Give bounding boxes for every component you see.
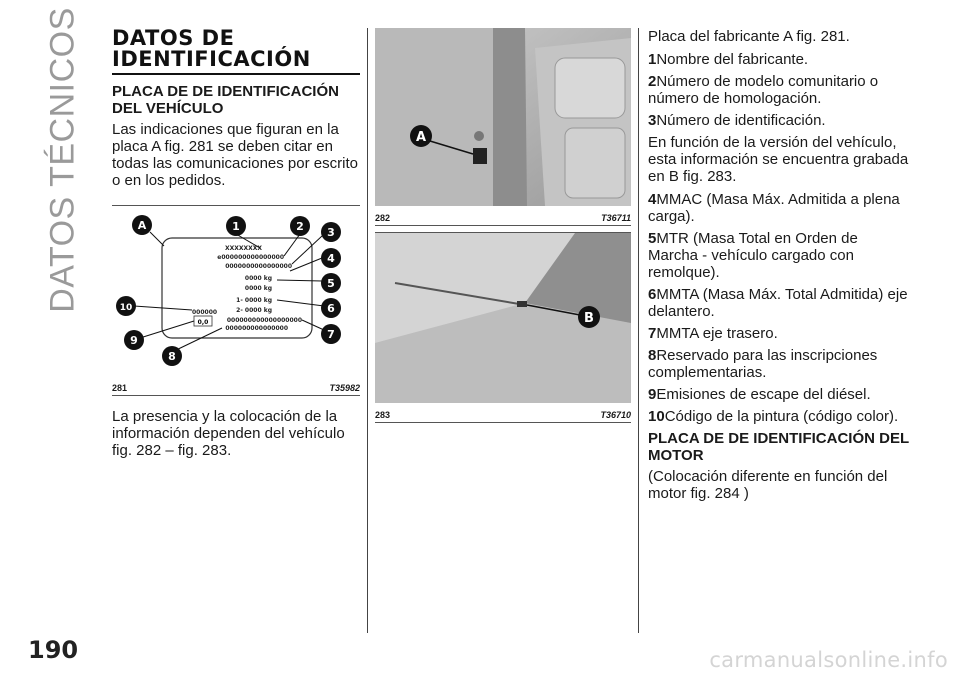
heading-rule [112, 73, 360, 75]
list-item [648, 286, 910, 320]
plate-line: XXXXXXXX [224, 245, 262, 252]
figure-281 [112, 205, 360, 396]
list-item [648, 112, 910, 129]
item-number: 5 [648, 230, 657, 247]
item-number: 2 [648, 73, 657, 90]
item-text: Emisiones de escape del diésel. [656, 386, 871, 403]
figure-282 [375, 28, 631, 226]
item-text: Reservado para las inscripciones complementarias. [648, 347, 878, 381]
plate-small-code: 000000 [192, 309, 218, 316]
side-tab-label: DATOS TÉCNICOS [43, 7, 82, 313]
item-text: MMTA (Masa Máx. Total Admitida) eje delantero. [648, 286, 908, 320]
section-heading: DATOS DE IDENTIFICACIÓN [112, 26, 311, 71]
plate-smoke-value: 0,0 [197, 319, 209, 326]
item-text: MMTA eje trasero. [656, 325, 778, 342]
list-item [648, 230, 910, 281]
subheading-vehicle-plate: PLACA DE DE IDENTIFICACIÓN DEL VEHÍCULO [112, 83, 339, 117]
door-photo [375, 28, 631, 206]
list-item [648, 51, 910, 68]
figure-number: 283 [375, 410, 391, 420]
figure-code: T36711 [601, 213, 631, 223]
figure-code: T36710 [600, 410, 631, 420]
item-number: 8 [648, 347, 657, 364]
item-number: 6 [648, 286, 657, 303]
callout-label: 5 [327, 277, 335, 290]
callout-label: A [415, 130, 427, 145]
item-number: 7 [648, 325, 657, 342]
figure-283 [375, 232, 631, 423]
figure-caption [112, 381, 360, 395]
callout-label: A [137, 219, 147, 232]
section-side-tab [38, 7, 88, 313]
windshield-photo [375, 233, 631, 403]
plate-line: 000000000000000000 [226, 317, 302, 324]
callout-label: 1 [232, 220, 240, 233]
column-divider [638, 28, 639, 633]
item-number: 4 [648, 191, 657, 208]
figure-caption [375, 211, 631, 225]
figure-code: T35982 [329, 383, 360, 393]
callout-label: B [584, 311, 594, 326]
callout-label: 9 [130, 334, 138, 347]
callout-label: 2 [296, 220, 304, 233]
item-text: Número de identificación. [656, 112, 826, 129]
list-item [648, 191, 910, 225]
figure-number: 282 [375, 213, 391, 223]
item-number: 9 [648, 386, 657, 403]
column-middle [375, 28, 631, 423]
paragraph-intro: Placa del fabricante A fig. 281. [648, 28, 850, 45]
list-item [648, 73, 910, 107]
item-text: MTR (Masa Total en Orden de Marcha - vehículo cargado con remolque). [648, 230, 858, 281]
figure-number: 281 [112, 383, 128, 393]
item-number: 1 [648, 51, 657, 68]
paragraph-version: En función de la versión del vehículo, esta información se encuentra grabada en B fig. 283. [648, 134, 909, 185]
plate-line: 2- 0000 kg [236, 307, 272, 314]
paragraph-plate-info: Las indicaciones que figuran en la placa A fig. 281 se deben citar en todas las comunicaciones por escrito o en los pedidos. [112, 121, 358, 189]
list-item [648, 325, 910, 342]
item-text: MMAC (Masa Máx. Admitida a plena carga). [648, 191, 900, 225]
callout-label: 10 [119, 303, 133, 313]
plate-line: 000000000000000 [225, 325, 288, 332]
plate-location [473, 148, 487, 164]
figure-caption [375, 408, 631, 422]
list-item [648, 408, 910, 425]
plate-illustration [112, 206, 360, 376]
page-number: 190 [28, 636, 79, 664]
plate-line: e000000000000000 [217, 254, 284, 261]
callout-label: 4 [327, 252, 335, 265]
plate-line: 1- 0000 kg [236, 297, 272, 304]
item-text: Nombre del fabricante. [656, 51, 809, 68]
item-text: Código de la pintura (código color). [664, 408, 899, 425]
callout-label: 7 [327, 328, 335, 341]
item-number: 3 [648, 112, 657, 129]
engraving-location [517, 301, 527, 307]
plate-line: 0000 kg [244, 275, 272, 282]
list-item [648, 347, 910, 381]
column-right [648, 28, 910, 508]
paragraph-engine-location: (Colocación diferente en función del motor fig. 284 ) [648, 468, 888, 502]
item-number: 10 [648, 408, 665, 425]
column-left [112, 28, 360, 465]
list-item [648, 386, 910, 403]
callout-label: 6 [327, 302, 335, 315]
paragraph-presence: La presencia y la colocación de la información dependen del vehículo fig. 282 – fig. 283. [112, 408, 345, 459]
plate-line: 0000000000000000 [225, 263, 292, 270]
callout-label: 8 [168, 350, 176, 363]
item-text: Número de modelo comunitario o número de homologación. [648, 73, 879, 107]
column-divider [367, 28, 368, 633]
plate-line: 0000 kg [244, 285, 272, 292]
subheading-engine-plate: PLACA DE DE IDENTIFICACIÓN DEL MOTOR [648, 430, 909, 464]
callout-label: 3 [327, 226, 335, 239]
watermark: carmanualsonline.info [709, 648, 948, 672]
